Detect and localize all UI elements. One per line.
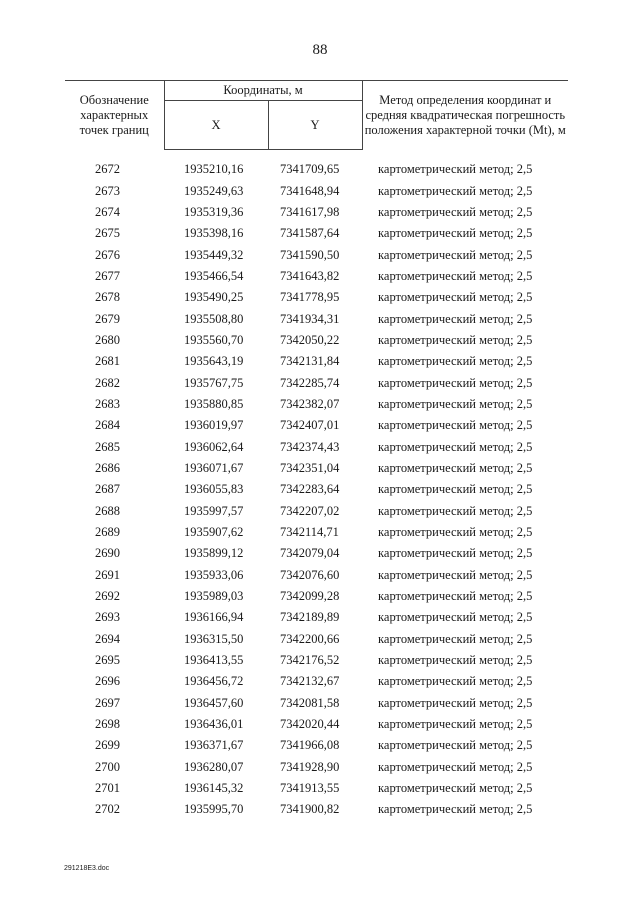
method-cell: картометрический метод; 2,5: [378, 503, 533, 518]
header-y: Y: [268, 101, 362, 150]
x-coordinate-cell: 1935997,57: [184, 503, 244, 518]
y-coordinate-cell: 7341709,65: [280, 162, 340, 177]
method-cell: картометрический метод; 2,5: [378, 567, 533, 582]
table-row: [65, 522, 568, 543]
y-coordinate-cell: 7341966,08: [280, 738, 340, 753]
x-coordinate-cell: 1936413,55: [184, 653, 244, 668]
x-coordinate-cell: 1936062,64: [184, 439, 244, 454]
table-row: [65, 714, 568, 735]
x-coordinate-cell: 1935643,19: [184, 354, 244, 369]
table-row: [65, 479, 568, 500]
x-coordinate-cell: 1935398,16: [184, 226, 244, 241]
table-row: [65, 223, 568, 244]
x-coordinate-cell: 1935466,54: [184, 268, 244, 283]
method-cell: картометрический метод; 2,5: [378, 653, 533, 668]
table-row: [65, 565, 568, 586]
y-coordinate-cell: 7342079,04: [280, 546, 340, 561]
method-cell: картометрический метод; 2,5: [378, 290, 533, 305]
method-cell: картометрический метод; 2,5: [378, 396, 533, 411]
x-coordinate-cell: 1935767,75: [184, 375, 244, 390]
table-row: [65, 650, 568, 671]
x-coordinate-cell: 1935907,62: [184, 525, 244, 540]
x-coordinate-cell: 1936166,94: [184, 610, 244, 625]
point-id-cell: 2690: [95, 546, 120, 561]
x-coordinate-cell: 1936371,67: [184, 738, 244, 753]
x-coordinate-cell: 1935319,36: [184, 204, 244, 219]
table-row: [65, 501, 568, 522]
method-cell: картометрический метод; 2,5: [378, 183, 533, 198]
y-coordinate-cell: 7342407,01: [280, 418, 340, 433]
method-cell: картометрический метод; 2,5: [378, 226, 533, 241]
y-coordinate-cell: 7342200,66: [280, 631, 340, 646]
y-coordinate-cell: 7342285,74: [280, 375, 340, 390]
table-row: [65, 308, 568, 329]
method-cell: картометрический метод; 2,5: [378, 418, 533, 433]
point-id-cell: 2672: [95, 162, 120, 177]
point-id-cell: 2675: [95, 226, 120, 241]
point-id-cell: 2689: [95, 525, 120, 540]
point-id-cell: 2683: [95, 396, 120, 411]
method-cell: картометрический метод; 2,5: [378, 525, 533, 540]
point-id-cell: 2701: [95, 781, 120, 796]
point-id-cell: 2673: [95, 183, 120, 198]
table-row: [65, 287, 568, 308]
x-coordinate-cell: 1936280,07: [184, 759, 244, 774]
y-coordinate-cell: 7341643,82: [280, 268, 340, 283]
method-cell: картометрический метод; 2,5: [378, 738, 533, 753]
y-coordinate-cell: 7342374,43: [280, 439, 340, 454]
point-id-cell: 2695: [95, 653, 120, 668]
method-cell: картометрический метод; 2,5: [378, 162, 533, 177]
table-row: [65, 543, 568, 564]
method-cell: картометрический метод; 2,5: [378, 631, 533, 646]
point-id-cell: 2687: [95, 482, 120, 497]
method-cell: картометрический метод; 2,5: [378, 247, 533, 262]
point-id-cell: 2680: [95, 332, 120, 347]
method-cell: картометрический метод; 2,5: [378, 717, 533, 732]
x-coordinate-cell: 1935210,16: [184, 162, 244, 177]
method-cell: картометрический метод; 2,5: [378, 311, 533, 326]
point-id-cell: 2684: [95, 418, 120, 433]
x-coordinate-cell: 1935249,63: [184, 183, 244, 198]
point-id-cell: 2696: [95, 674, 120, 689]
point-id-cell: 2679: [95, 311, 120, 326]
point-id-cell: 2686: [95, 460, 120, 475]
point-id-cell: 2698: [95, 717, 120, 732]
y-coordinate-cell: 7342176,52: [280, 653, 340, 668]
method-cell: картометрический метод; 2,5: [378, 375, 533, 390]
method-cell: картометрический метод; 2,5: [378, 354, 533, 369]
x-coordinate-cell: 1936145,32: [184, 781, 244, 796]
point-id-cell: 2677: [95, 268, 120, 283]
method-cell: картометрический метод; 2,5: [378, 589, 533, 604]
y-coordinate-cell: 7341913,55: [280, 781, 340, 796]
method-cell: картометрический метод; 2,5: [378, 332, 533, 347]
y-coordinate-cell: 7342114,71: [280, 525, 339, 540]
y-coordinate-cell: 7342050,22: [280, 332, 340, 347]
point-id-cell: 2682: [95, 375, 120, 390]
x-coordinate-cell: 1935490,25: [184, 290, 244, 305]
method-cell: картометрический метод; 2,5: [378, 546, 533, 561]
table-row: [65, 266, 568, 287]
table-row: [65, 458, 568, 479]
table-row: [65, 180, 568, 201]
point-id-cell: 2681: [95, 354, 120, 369]
table-row: [65, 436, 568, 457]
table-row: [65, 159, 568, 180]
point-id-cell: 2691: [95, 567, 120, 582]
x-coordinate-cell: 1935449,32: [184, 247, 244, 262]
x-coordinate-cell: 1935899,12: [184, 546, 244, 561]
table-row: [65, 778, 568, 799]
y-coordinate-cell: 7342020,44: [280, 717, 340, 732]
table-row: [65, 244, 568, 265]
header-coordinates: Координаты, м: [164, 81, 362, 101]
footer-doc-name: 291218E3.doc: [64, 865, 110, 872]
table-row: [65, 372, 568, 393]
point-id-cell: 2702: [95, 802, 120, 817]
x-coordinate-cell: 1936071,67: [184, 460, 244, 475]
y-coordinate-cell: 7341928,90: [280, 759, 340, 774]
y-coordinate-cell: 7342189,89: [280, 610, 340, 625]
y-coordinate-cell: 7342382,07: [280, 396, 340, 411]
method-cell: картометрический метод; 2,5: [378, 781, 533, 796]
x-coordinate-cell: 1936055,83: [184, 482, 244, 497]
table-row: [65, 351, 568, 372]
x-coordinate-cell: 1936436,01: [184, 717, 244, 732]
table-spacer: [65, 150, 568, 160]
method-cell: картометрический метод; 2,5: [378, 674, 533, 689]
method-cell: картометрический метод; 2,5: [378, 695, 533, 710]
table-row: [65, 330, 568, 351]
y-coordinate-cell: 7342099,28: [280, 589, 340, 604]
method-cell: картометрический метод; 2,5: [378, 268, 533, 283]
header-x: X: [164, 101, 268, 150]
table-row: [65, 202, 568, 223]
y-coordinate-cell: 7342076,60: [280, 567, 340, 582]
method-cell: картометрический метод; 2,5: [378, 482, 533, 497]
point-id-cell: 2685: [95, 439, 120, 454]
table-row: [65, 693, 568, 714]
x-coordinate-cell: 1936019,97: [184, 418, 244, 433]
table-row: [65, 799, 568, 820]
coordinates-table: [65, 80, 568, 821]
table-row: [65, 735, 568, 756]
table-row: [65, 415, 568, 436]
y-coordinate-cell: 7341934,31: [280, 311, 340, 326]
y-coordinate-cell: 7341778,95: [280, 290, 340, 305]
x-coordinate-cell: 1936456,72: [184, 674, 244, 689]
point-id-cell: 2694: [95, 631, 120, 646]
x-coordinate-cell: 1935933,06: [184, 567, 244, 582]
x-coordinate-cell: 1935880,85: [184, 396, 244, 411]
y-coordinate-cell: 7342131,84: [280, 354, 340, 369]
header-method: Метод определения координат и средняя квадратическая погрешность положения характерной точки (Mt), м: [362, 81, 568, 150]
method-cell: картометрический метод; 2,5: [378, 460, 533, 475]
y-coordinate-cell: 7341590,50: [280, 247, 340, 262]
x-coordinate-cell: 1935560,70: [184, 332, 244, 347]
y-coordinate-cell: 7342132,67: [280, 674, 340, 689]
table-row: [65, 607, 568, 628]
point-id-cell: 2700: [95, 759, 120, 774]
method-cell: картометрический метод; 2,5: [378, 610, 533, 625]
table-row: [65, 757, 568, 778]
y-coordinate-cell: 7341900,82: [280, 802, 340, 817]
page-number: 88: [312, 42, 328, 58]
y-coordinate-cell: 7342351,04: [280, 460, 340, 475]
table-row: [65, 586, 568, 607]
y-coordinate-cell: 7342081,58: [280, 695, 340, 710]
y-coordinate-cell: 7342207,02: [280, 503, 340, 518]
point-id-cell: 2697: [95, 695, 120, 710]
x-coordinate-cell: 1935508,80: [184, 311, 244, 326]
method-cell: картометрический метод; 2,5: [378, 204, 533, 219]
method-cell: картометрический метод; 2,5: [378, 802, 533, 817]
x-coordinate-cell: 1935995,70: [184, 802, 244, 817]
method-cell: картометрический метод; 2,5: [378, 759, 533, 774]
x-coordinate-cell: 1936457,60: [184, 695, 244, 710]
header-point-designation: Обозначение характерных точек границ: [65, 81, 164, 150]
point-id-cell: 2692: [95, 589, 120, 604]
y-coordinate-cell: 7341587,64: [280, 226, 340, 241]
y-coordinate-cell: 7341617,98: [280, 204, 340, 219]
point-id-cell: 2676: [95, 247, 120, 262]
y-coordinate-cell: 7342283,64: [280, 482, 340, 497]
y-coordinate-cell: 7341648,94: [280, 183, 340, 198]
x-coordinate-cell: 1935989,03: [184, 589, 244, 604]
method-cell: картометрический метод; 2,5: [378, 439, 533, 454]
table-row: [65, 629, 568, 650]
x-coordinate-cell: 1936315,50: [184, 631, 244, 646]
point-id-cell: 2674: [95, 204, 120, 219]
point-id-cell: 2678: [95, 290, 120, 305]
table-body: [65, 150, 568, 821]
point-id-cell: 2688: [95, 503, 120, 518]
table-row: [65, 394, 568, 415]
table-row: [65, 671, 568, 692]
point-id-cell: 2699: [95, 738, 120, 753]
point-id-cell: 2693: [95, 610, 120, 625]
